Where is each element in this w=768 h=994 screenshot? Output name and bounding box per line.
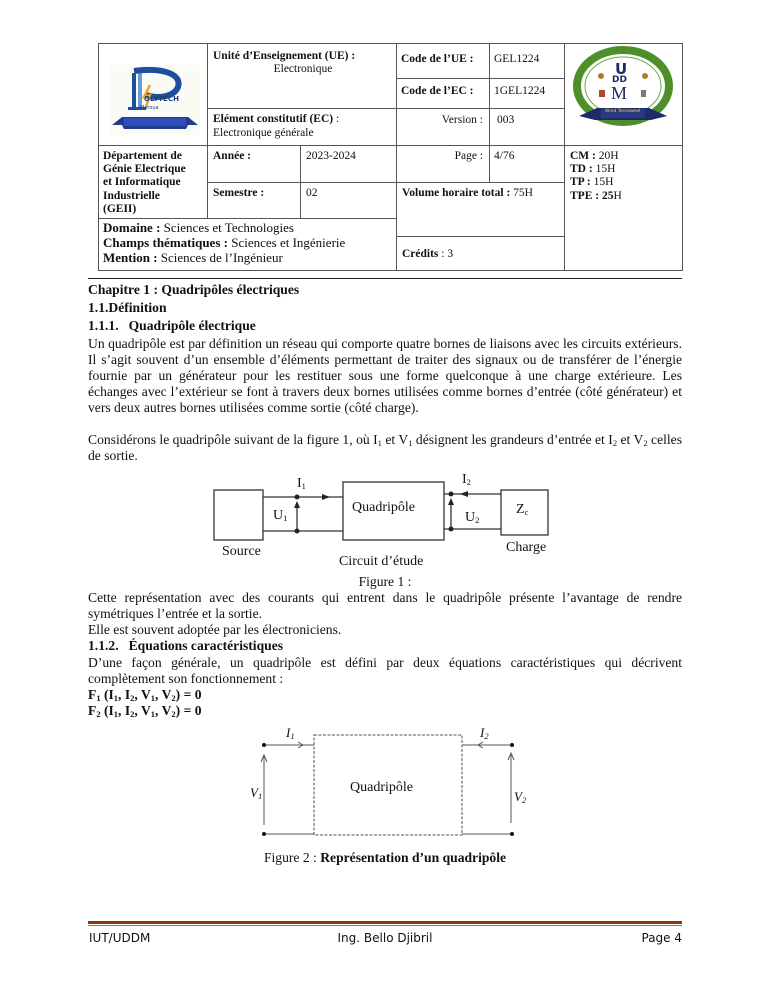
section-heading-1-1-2: 1.1.2. Équations caractéristiques: [88, 638, 284, 653]
paragraph-consider: Considérons le quadripôle suivant de la figure 1, où $I_1$ et $V_1$ désignent les grandeurs d’entrée et $I_2$ et $V_2$ celles de sortie.: [88, 432, 683, 463]
figure-1-source-label: Source: [222, 544, 261, 559]
annee-label: Année :: [213, 150, 252, 162]
footer-institution: IUT/UDDM: [89, 931, 151, 945]
ec-label-row: [213, 113, 339, 126]
polytech-logo-subtext: Maroua: [140, 105, 159, 111]
uddm-logo-u: U: [615, 60, 628, 78]
figure-1-load-label: $Z_c$: [516, 502, 529, 517]
page-value: 4/76: [494, 150, 515, 162]
version-label: Version :: [441, 114, 483, 126]
uddm-logo: [567, 46, 679, 138]
uddm-logo-dd: DD: [612, 75, 627, 85]
section-heading-1-1: 1.1.Définition: [88, 300, 167, 315]
credits: [402, 248, 453, 261]
paragraph-equations: D’une façon générale, un quadripôle est défini par deux équations caractéristiques qui décrivent complètement son fonctionnement :: [88, 655, 682, 686]
champs-row: Champs thématiques : Sciences et Ingénierie: [103, 235, 346, 250]
header-separator: [88, 278, 682, 279]
figure-2-v2: $V_2$: [514, 789, 527, 805]
figure-1-i2: $I_2$: [462, 472, 471, 487]
semestre-label: Semestre :: [213, 187, 265, 199]
code-ec-value: 1GEL1224: [494, 85, 546, 97]
figure-1-diagram: [200, 470, 570, 580]
figure-2-diagram: [250, 725, 530, 845]
figure-1-charge-label: Charge: [506, 540, 547, 555]
hours-breakdown: [570, 150, 622, 203]
code-ec-label: Code de l’EC :: [401, 85, 474, 97]
hours-td: TD : 15H: [570, 163, 616, 176]
paragraph-definition: Un quadripôle est par définition un réseau qui comporte quatre bornes de liaisons avec les circuits extérieurs. Il s’agit souvent d’un ensemble d’éléments permettant de traiter des signaux ou de transférer de l’énergie fournie par un générateur pour les restituer sous une forme quelconque à une charge extérieure. Les échanges avec l’extérieur se font à travers deux bornes utilisées comme bornes d’entrée (côté générateur) et vers deux autres bornes utilisées comme sortie (côté charge).: [88, 336, 682, 415]
table-divider: [207, 108, 564, 109]
polytech-logo: [110, 65, 200, 135]
page-label: Page :: [454, 150, 483, 162]
department-name: [103, 150, 207, 216]
ec-colon: :: [333, 113, 340, 125]
paragraph-electroniciens: Elle est souvent adoptée par les électroniciens.: [88, 622, 342, 637]
department-line: Industrielle: [103, 189, 160, 202]
table-divider: [207, 43, 208, 218]
table-divider: [98, 218, 396, 219]
ec-label: Elément constitutif (EC): [213, 113, 334, 125]
ue-label: Unité d’Enseignement (UE) :: [213, 50, 356, 62]
hours-tp: TP : 15H: [570, 176, 614, 189]
department-line: (GEII): [103, 202, 137, 215]
footer-rule: [88, 921, 682, 924]
code-ue-value: GEL1224: [494, 53, 540, 65]
credits-value: : 3: [438, 248, 454, 260]
figure-1-i1: $I_1$: [297, 476, 306, 491]
footer-author: Ing. Bello Djibril: [337, 931, 433, 945]
figure-2-i1: $I_1$: [286, 725, 295, 741]
table-border-left: [98, 43, 99, 271]
figure-1-caption: Figure 1 :: [358, 574, 412, 589]
department-line: Département de: [103, 150, 182, 162]
table-divider: [98, 145, 683, 146]
figure-2-quadripole-label: Quadripôle: [350, 780, 413, 795]
table-border-right: [682, 43, 683, 271]
hours-cm: CM : 20H: [570, 150, 619, 162]
figure-2-v1: $V_1$: [250, 785, 263, 801]
figure-1-u2: $U_2$: [465, 510, 480, 525]
polytech-ribbon-icon: [110, 111, 200, 131]
equation-f1: $F_1$ ($I_1$, $I_2$, $V_1$, $V_2) = 0$: [88, 687, 202, 703]
uddm-logo-m: M: [611, 83, 628, 103]
section-heading-1-1-1: 1.1.1. Quadripôle électrique: [88, 318, 256, 333]
version-value: 003: [497, 114, 515, 126]
volume-value: 75H: [510, 187, 533, 199]
table-divider: [489, 43, 490, 182]
domain-info: [103, 220, 345, 265]
ue-value: Electronique: [273, 63, 333, 75]
credits-label: Crédits: [402, 248, 439, 260]
chapter-title: Chapitre 1 : Quadripôles électriques: [88, 282, 300, 297]
table-divider: [207, 182, 564, 183]
figure-2-i2: $I_2$: [480, 725, 489, 741]
table-border-top: [98, 43, 683, 44]
footer-page-number: Page 4: [641, 931, 682, 945]
department-line: et Informatique: [103, 176, 181, 189]
figure-2-caption: Figure 2 : Représentation d’un quadripôle: [263, 850, 507, 865]
hours-tpe: TPE : 25H: [570, 189, 622, 202]
ec-value: Electronique générale: [213, 127, 314, 139]
figure-1-u1: $U_1$: [273, 508, 288, 523]
footer-rule-thin: [88, 925, 682, 926]
table-divider: [396, 236, 564, 237]
figure-1-circuit-label: Circuit d’étude: [339, 554, 424, 569]
table-border-bottom: [98, 270, 683, 271]
figure-1-quadripole-label: Quadripôle: [352, 500, 415, 515]
volume-label: Volume horaire total :: [402, 187, 511, 199]
table-divider: [564, 43, 565, 271]
paragraph-representation: Cette représentation avec des courants qui entrent dans le quadripôle présente l’avantage de rendre symétriques l’entrée et la sortie.: [88, 590, 682, 621]
uddm-logo-ribbon: Wind Ternaweel: [605, 109, 641, 114]
equation-f2: $F_2$ ($I_1$, $I_2$, $V_1$, $V_2) = 0$: [88, 703, 202, 719]
mention-row: Mention : Sciences de l’Ingénieur: [103, 250, 283, 265]
volume-horaire: [402, 187, 533, 200]
code-ue-label: Code de l’UE :: [401, 53, 474, 65]
annee-value: 2023-2024: [306, 150, 356, 162]
domaine-row: Domaine : Sciences et Technologies: [103, 220, 294, 235]
semestre-value: 02: [306, 187, 318, 199]
department-line: Génie Electrique: [103, 163, 186, 176]
polytech-logo-text: OLYTECH: [144, 95, 179, 103]
table-divider: [396, 78, 564, 79]
